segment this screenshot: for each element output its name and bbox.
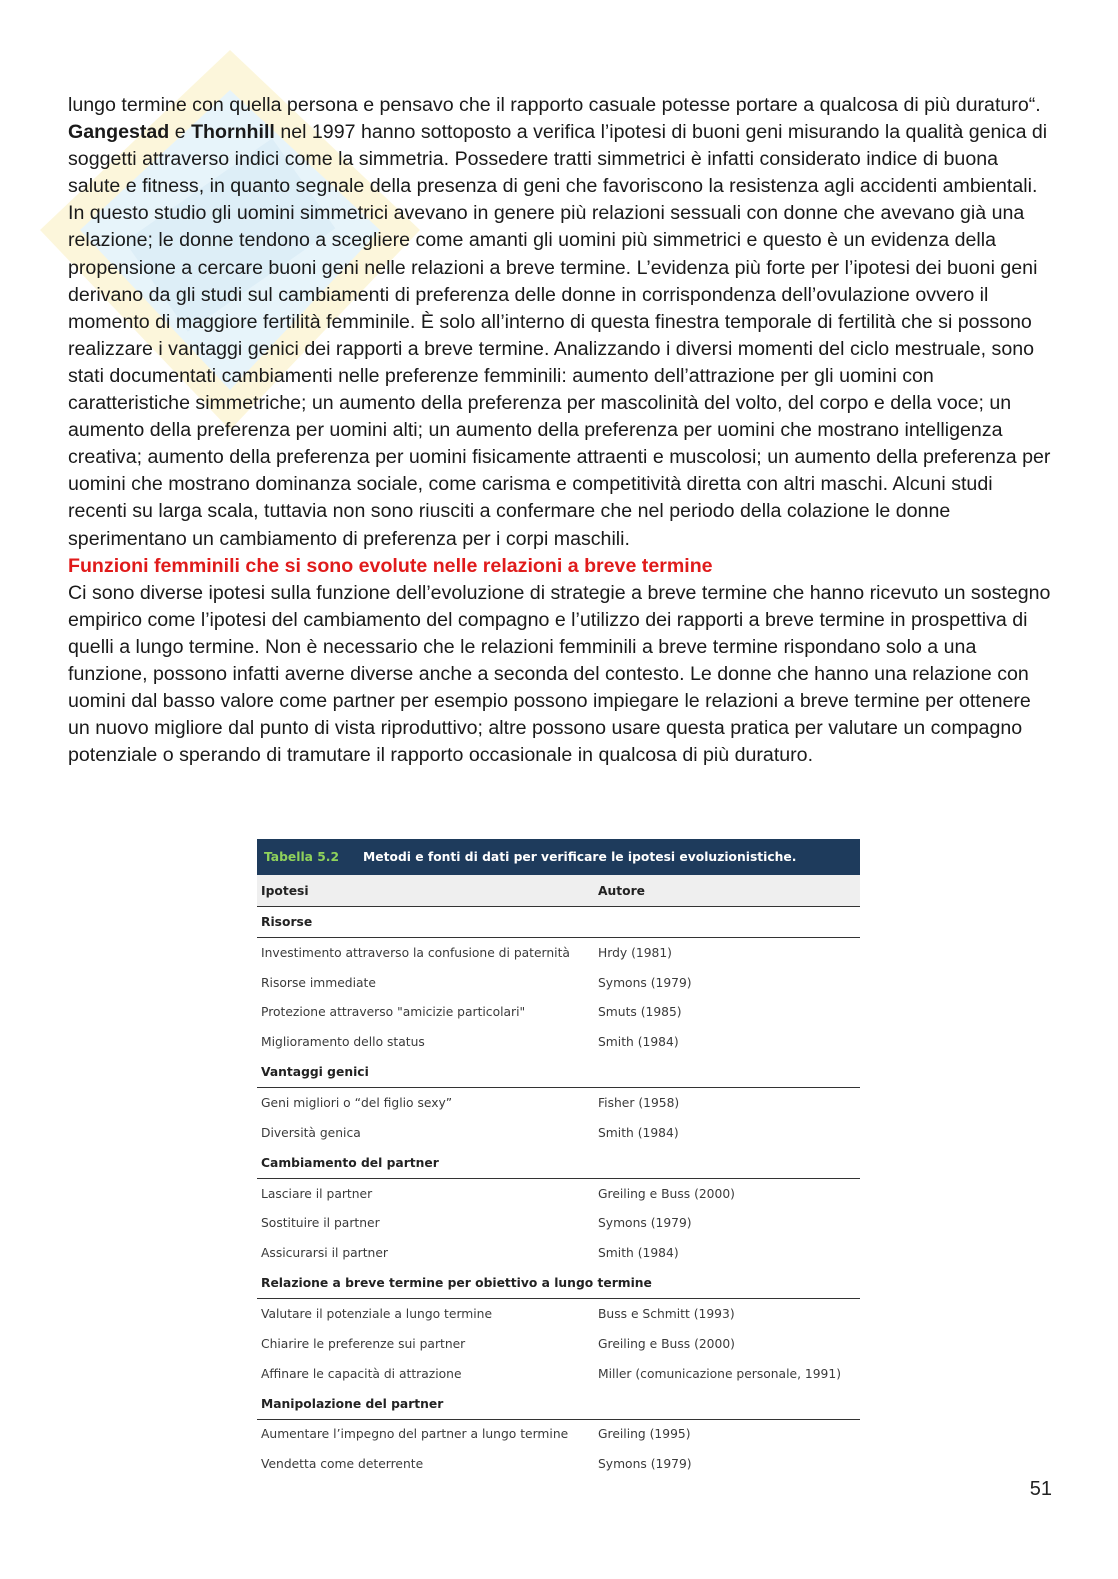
- author-cell: Symons (1979): [598, 1457, 692, 1472]
- body-text: [68, 92, 1053, 769]
- hypothesis-cell: Geni migliori o “del figlio sexy”: [261, 1096, 453, 1111]
- author-cell: Symons (1979): [598, 975, 692, 990]
- column-header-author: Autore: [598, 883, 646, 898]
- table-group-header: Relazione a breve termine per obiettivo a lungo termine: [257, 1268, 860, 1299]
- table-row: [257, 938, 860, 968]
- hypothesis-cell: Miglioramento dello status: [261, 1035, 425, 1050]
- table-row: [257, 1118, 860, 1148]
- hypothesis-cell: Sostituire il partner: [261, 1216, 380, 1231]
- table-row: [257, 998, 860, 1028]
- section-heading: Funzioni femminili che si sono evolute nelle relazioni a breve termine: [68, 554, 713, 577]
- table-title-bar: [257, 839, 860, 875]
- author-cell: Greiling e Buss (2000): [598, 1186, 735, 1201]
- table-group-header: Vantaggi genici: [257, 1057, 860, 1088]
- paragraph-1: lungo termine con quella persona e pensavo che il rapporto casuale potesse portare a qualcosa di più duraturo“. Gangestad e Thornhill nel 1997 hanno sottoposto a verifica l’ipotesi di buoni geni misurando la qualità genica di soggetti attraverso indici come la simmetria. Possedere tratti simmetrici è infatti considerato indice di buona salute e fitness, in quanto segnale della presenza di geni che favoriscono la resistenza agli accidenti ambientali. In questo studio gli uomini simmetrici avevano in genere più relazioni sessuali con donne che avevano già una relazione; le donne tendono a scegliere come amanti gli uomini più simmetrici e questo è un evidenza della propensione a cercare buoni geni nelle relazioni a breve termine. L’evidenza più forte per l’ipotesi dei buoni geni derivano da gli studi sul cambiamenti di preferenza delle donne in corrispondenza dell’ovulazione ovvero il momento di maggiore fertilità femminile. È solo all’interno di questa finestra temporale di fertilità che si possono realizzare i vantaggi genici dei rapporti a breve termine. Analizzando i diversi momenti del ciclo mestruale, sono stati documentati cambiamenti nelle preferenze femminili: aumento dell’attrazione per gli uomini con caratteristiche simmetriche; un aumento della preferenza per mascolinità del volto, del corpo e della voce; un aumento della preferenza per uomini alti; un aumento della preferenza per uomini che mostrano intelligenza creativa; aumento della preferenza per uomini fisicamente attraenti e muscolosi; un aumento della preferenza per uomini che mostrano dominanza sociale, come carisma e competitività diretta con altri maschi. Alcuni studi recenti su larga scala, tuttavia non sono riusciti a confermare che nel periodo della colazione le donne sperimentano un cambiamento di preferenza per i corpi maschili.: [68, 94, 1051, 550]
- author-cell: Greiling e Buss (2000): [598, 1336, 735, 1351]
- table-row: [257, 1238, 860, 1268]
- author-cell: Symons (1979): [598, 1216, 692, 1231]
- table-row: [257, 1088, 860, 1118]
- table-row: [257, 1179, 860, 1209]
- author-cell: Smith (1984): [598, 1035, 679, 1050]
- author-cell: Smith (1984): [598, 1125, 679, 1140]
- hypothesis-cell: Valutare il potenziale a lungo termine: [261, 1307, 493, 1322]
- author-cell: Miller (comunicazione personale, 1991): [598, 1366, 841, 1381]
- hypothesis-cell: Protezione attraverso "amicizie particolari": [261, 1005, 526, 1020]
- hypothesis-cell: Risorse immediate: [261, 975, 376, 990]
- page-number: 51: [1029, 1478, 1052, 1500]
- hypothesis-cell: Assicurarsi il partner: [261, 1246, 388, 1261]
- author-cell: Hrdy (1981): [598, 945, 672, 960]
- table-row: [257, 968, 860, 998]
- author-thornhill: Thornhill: [191, 121, 275, 144]
- author-cell: Buss e Schmitt (1993): [598, 1307, 735, 1322]
- author-cell: Fisher (1958): [598, 1096, 680, 1111]
- table-group-header: Manipolazione del partner: [257, 1389, 860, 1420]
- paragraph-2: Ci sono diverse ipotesi sulla funzione dell’evoluzione di strategie a breve termine che hanno ricevuto un sostegno empirico come l’ipotesi del cambiamento del compagno e l’utilizzo dei rapporti a breve termine in prospettiva di quelli a lungo termine. Non è necessario che le relazioni femminili a breve termine rispondano solo a una funzione, possono infatti averne diverse anche a seconda del contesto. Le donne che hanno una relazione con uomini dal basso valore come partner per esempio possono impiegare le relazioni a breve termine per ottenere un nuovo migliore dal punto di vista riproduttivo; altre possono usare questa pratica per valutare un compagno potenziale o sperando di tramutare il rapporto occasionale in qualcosa di più duraturo.: [68, 581, 1051, 767]
- hypothesis-cell: Lasciare il partner: [261, 1186, 373, 1201]
- table-number: Tabella 5.2: [264, 850, 340, 864]
- hypothesis-cell: Vendetta come deterrente: [261, 1457, 424, 1472]
- table-row: [257, 1329, 860, 1359]
- table-row: [257, 1420, 860, 1450]
- hypotheses-table: [257, 839, 860, 1479]
- hypothesis-cell: Affinare le capacità di attrazione: [261, 1366, 462, 1381]
- table-group-header: Risorse: [257, 907, 860, 938]
- column-header-hypothesis: Ipotesi: [261, 883, 309, 898]
- table-row: [257, 1209, 860, 1239]
- table-body: [257, 907, 860, 1479]
- table-row: [257, 1449, 860, 1479]
- author-cell: Smuts (1985): [598, 1005, 682, 1020]
- table-row: [257, 1299, 860, 1329]
- table-group-header: Cambiamento del partner: [257, 1148, 860, 1179]
- author-cell: Smith (1984): [598, 1246, 679, 1261]
- hypothesis-cell: Investimento attraverso la confusione di paternità: [261, 945, 570, 960]
- author-gangestad: Gangestad: [68, 121, 170, 144]
- hypothesis-cell: Chiarire le preferenze sui partner: [261, 1336, 466, 1351]
- table-title: Metodi e fonti di dati per verificare le ipotesi evoluzionistiche.: [363, 850, 797, 864]
- hypothesis-cell: Aumentare l’impegno del partner a lungo termine: [261, 1427, 569, 1442]
- hypothesis-cell: Diversità genica: [261, 1125, 361, 1140]
- table-header-row: [257, 875, 860, 907]
- table-row: [257, 1027, 860, 1057]
- table-row: [257, 1359, 860, 1389]
- author-cell: Greiling (1995): [598, 1427, 691, 1442]
